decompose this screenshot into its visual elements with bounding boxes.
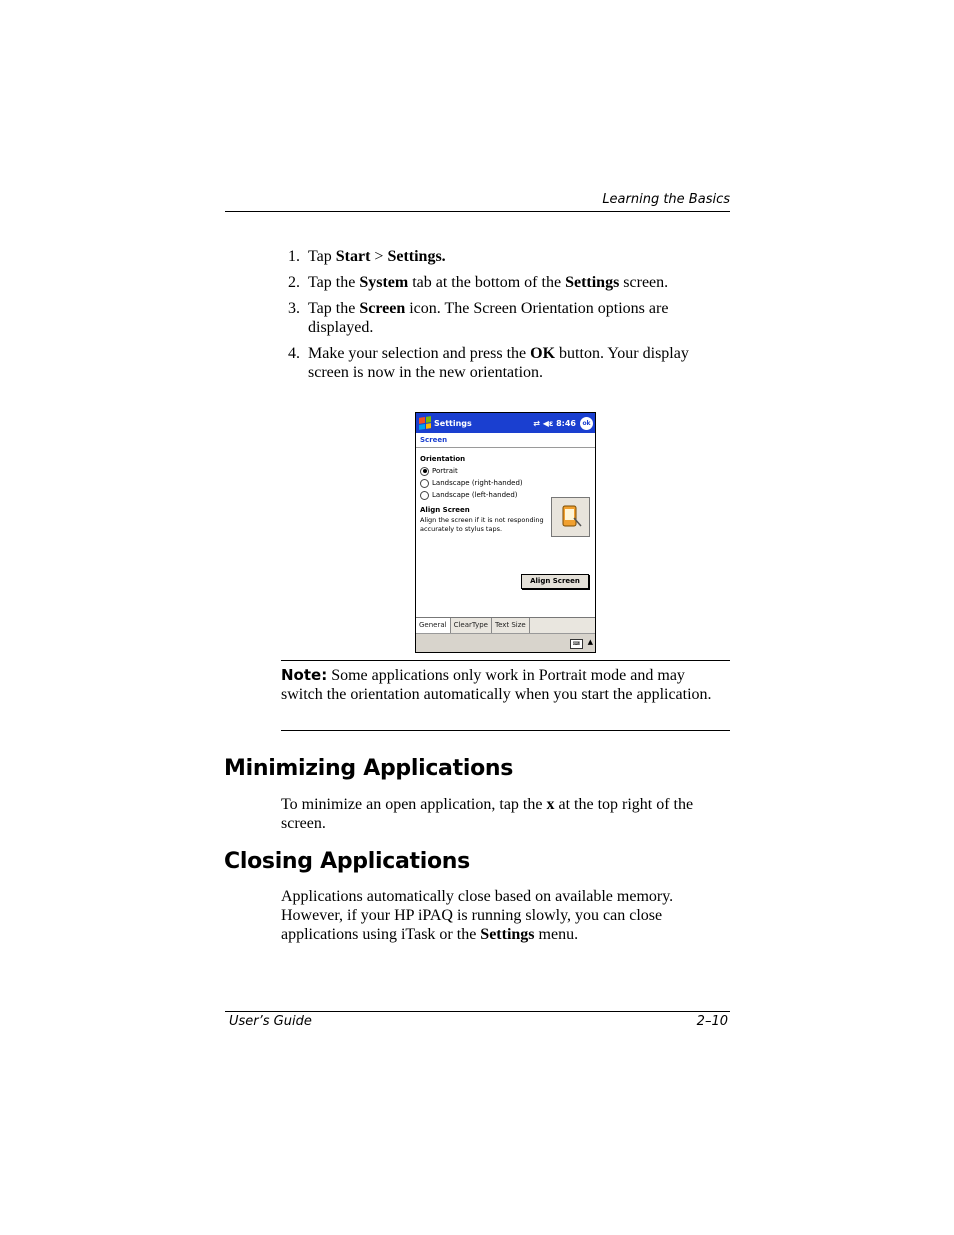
note-label: Note:: [281, 666, 328, 684]
ok-button[interactable]: ok: [580, 417, 593, 430]
step-number: 3.: [288, 300, 300, 317]
tab-cleartype[interactable]: ClearType: [451, 618, 492, 633]
radio-label: Portrait: [432, 467, 458, 475]
running-header: Learning the Basics: [602, 192, 730, 207]
footer-title: User’s Guide: [229, 1014, 312, 1029]
step-number: 4.: [288, 345, 300, 362]
minimizing-paragraph: To minimize an open application, tap the x at the top right of the screen.: [281, 796, 694, 832]
heading-closing: Closing Applications: [224, 849, 470, 874]
radio-label: Landscape (right-handed): [432, 479, 523, 487]
radio-portrait[interactable]: [420, 465, 591, 477]
device-body: [416, 448, 595, 613]
step-3: [288, 299, 728, 337]
tab-text-size[interactable]: Text Size: [492, 618, 530, 633]
footer-rule: [225, 1011, 730, 1012]
note-rule-top: [281, 660, 730, 661]
align-screen-button[interactable]: Align Screen: [521, 574, 589, 589]
step-2: [288, 273, 728, 292]
radio-landscape-right[interactable]: [420, 477, 591, 489]
device-menubar: [416, 633, 595, 653]
radio-circle[interactable]: [420, 491, 429, 500]
heading-minimizing: Minimizing Applications: [224, 756, 514, 781]
step-number: 1.: [288, 248, 300, 265]
page-number: 2–10: [696, 1014, 728, 1029]
device-titlebar: [416, 413, 595, 433]
device-screenshot: [415, 412, 596, 653]
step-text: Make your selection and press the OK button. Your display screen is now in the new orientation.: [308, 345, 689, 381]
radio-circle[interactable]: [420, 467, 429, 476]
tab-general[interactable]: General: [416, 618, 451, 633]
status-icons[interactable]: ⇄ ◀ε 8:46: [533, 418, 576, 428]
radio-label: Landscape (left-handed): [432, 491, 518, 499]
step-text: Tap the System tab at the bottom of the Settings screen.: [308, 274, 669, 291]
closing-paragraph: Applications automatically close based on available memory. However, if your HP iPAQ is running slowly, you can close applications using iTask or the Settings menu.: [281, 888, 674, 943]
input-arrow-up-icon[interactable]: ▲: [587, 638, 593, 646]
keyboard-icon[interactable]: ⌨: [570, 639, 583, 649]
align-description-line2: accurately to stylus taps.: [420, 525, 503, 533]
step-4: [288, 344, 728, 382]
orientation-preview-icon: [551, 497, 590, 537]
note-rule-bottom: [281, 730, 730, 731]
header-rule: [225, 211, 730, 212]
radio-circle[interactable]: [420, 479, 429, 488]
note-block: [281, 666, 730, 704]
step-text: Tap the Screen icon. The Screen Orientation options are displayed.: [308, 300, 669, 336]
orientation-heading: Orientation: [420, 455, 466, 463]
device-title: Settings: [434, 418, 472, 428]
step-text: Tap Start > Settings.: [308, 248, 446, 265]
align-description-line1: Align the screen if it is not responding: [420, 516, 544, 524]
align-heading: Align Screen: [420, 506, 470, 514]
device-section-title: Screen: [416, 433, 595, 448]
step-1: [288, 247, 728, 266]
note-text: Some applications only work in Portrait mode and may switch the orientation automatically when you start the application.: [281, 667, 712, 703]
step-list: [288, 247, 728, 389]
step-number: 2.: [288, 274, 300, 291]
device-tabs: [416, 617, 595, 633]
windows-start-icon[interactable]: [419, 416, 431, 430]
